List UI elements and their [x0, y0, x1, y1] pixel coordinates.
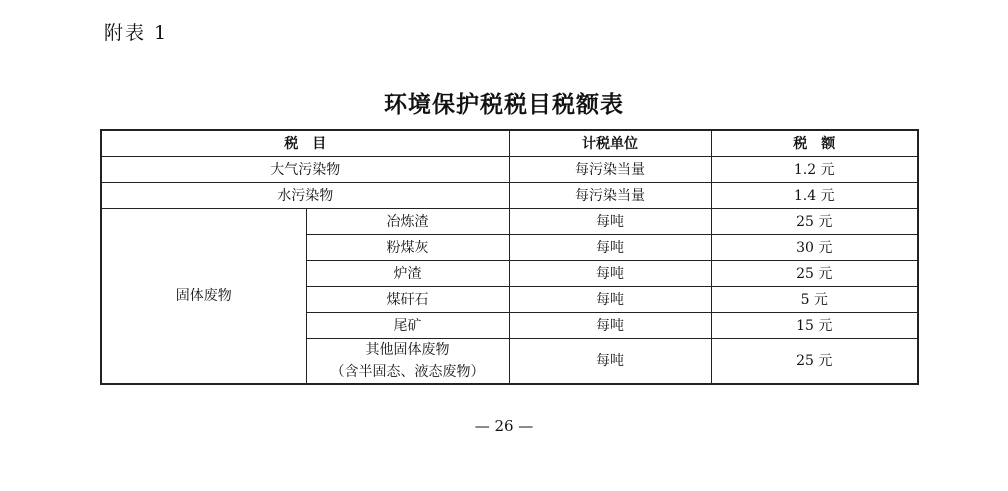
solid-waste-category: 固体废物 [101, 209, 306, 385]
solid-item-unit: 每吨 [509, 339, 711, 385]
row-unit-water: 每污染当量 [509, 183, 711, 209]
table-row [101, 209, 918, 235]
tax-rate-table [100, 129, 919, 385]
header-amount: 税 额 [711, 130, 918, 157]
solid-item-unit: 每吨 [509, 261, 711, 287]
page-number: — 26 — [474, 417, 534, 435]
header-item: 税 目 [101, 130, 509, 157]
attachment-label: 附表 1 [104, 22, 169, 44]
solid-item-unit: 每吨 [509, 287, 711, 313]
solid-item-unit: 每吨 [509, 209, 711, 235]
page-title: 环境保护税税目税额表 [384, 92, 624, 118]
solid-item-name: 尾矿 [306, 313, 509, 339]
solid-item-amount: 25 元 [711, 261, 918, 287]
solid-item-name-other [306, 339, 509, 385]
solid-item-name: 冶炼渣 [306, 209, 509, 235]
table-header-row [101, 130, 918, 157]
solid-item-unit: 每吨 [509, 235, 711, 261]
solid-item-amount: 30 元 [711, 235, 918, 261]
solid-item-name: 煤矸石 [306, 287, 509, 313]
header-unit: 计税单位 [509, 130, 711, 157]
solid-item-name: 其他固体废物 [365, 342, 450, 358]
row-amount-air: 1.2 元 [711, 157, 918, 183]
solid-item-name: 炉渣 [306, 261, 509, 287]
solid-item-amount: 25 元 [711, 339, 918, 385]
table-row [101, 183, 918, 209]
table-row [101, 157, 918, 183]
solid-item-name: 粉煤灰 [306, 235, 509, 261]
solid-item-amount: 5 元 [711, 287, 918, 313]
row-amount-water: 1.4 元 [711, 183, 918, 209]
solid-item-amount: 25 元 [711, 209, 918, 235]
solid-item-note: （含半固态、液态废物） [330, 364, 485, 380]
row-unit-air: 每污染当量 [509, 157, 711, 183]
row-item-water: 水污染物 [101, 183, 509, 209]
row-item-air: 大气污染物 [101, 157, 509, 183]
solid-item-unit: 每吨 [509, 313, 711, 339]
solid-item-amount: 15 元 [711, 313, 918, 339]
